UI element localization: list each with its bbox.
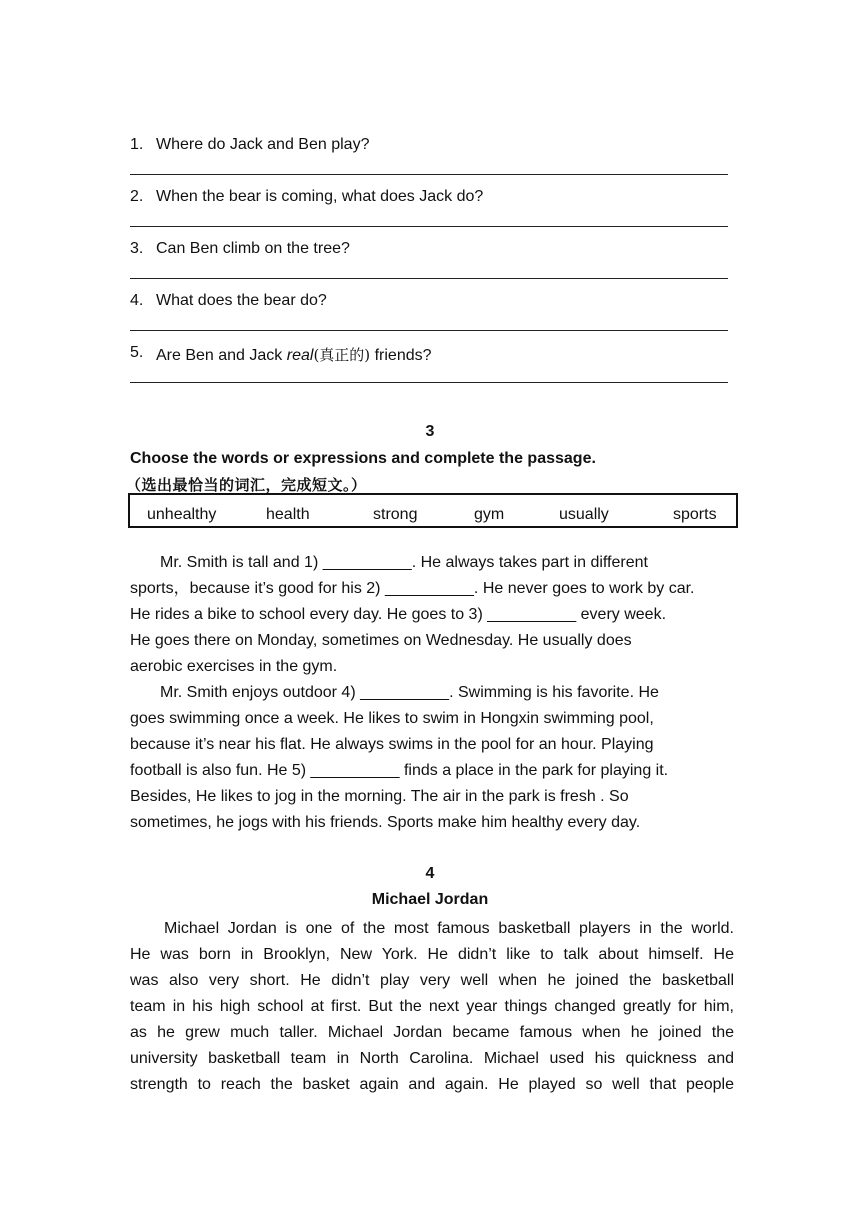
word-bank-item: strong xyxy=(373,506,418,523)
question-4 xyxy=(130,292,728,331)
word-bank-item: usually xyxy=(559,506,609,523)
word-bank-item: sports xyxy=(673,506,717,523)
michael-jordan-passage xyxy=(130,916,734,1098)
passage-paragraph-1 xyxy=(130,550,736,680)
question-number: 2. xyxy=(130,188,144,205)
passage-line: Michael Jordan is one of the most famous basketball players in the world. xyxy=(164,920,734,937)
passage-line: sports，because it’s good for his 2) __________. He never goes to work by car. xyxy=(130,580,695,597)
passage-line: team in his high school at first. But the next year things changed greatly for him, xyxy=(130,998,734,1015)
question-text: What does the bear do? xyxy=(156,292,327,309)
question-number: 5. xyxy=(130,344,144,361)
section-3-number: 3 xyxy=(425,423,435,440)
passage-line: goes swimming once a week. He likes to swim in Hongxin swimming pool, xyxy=(130,710,654,727)
word-bank-item: health xyxy=(266,506,310,523)
section-3-instruction-chinese: （选出最恰当的词汇，完成短文。） xyxy=(126,476,367,494)
passage-line: university basketball team in North Carolina. Michael used his quickness and xyxy=(130,1050,734,1067)
passage-line: He was born in Brooklyn, New York. He didn’t like to talk about himself. He xyxy=(130,946,734,963)
question-number: 4. xyxy=(130,292,144,309)
question-text: When the bear is coming, what does Jack do? xyxy=(156,188,484,205)
passage-line: Mr. Smith enjoys outdoor 4) __________. Swimming is his favorite. He xyxy=(160,684,659,701)
section-4-title: Michael Jordan xyxy=(371,891,489,908)
passage-line: sometimes, he jogs with his friends. Sports make him healthy every day. xyxy=(130,814,641,831)
word-bank-item: gym xyxy=(474,506,505,523)
question-text: Can Ben climb on the tree? xyxy=(156,240,350,257)
passage-line: was also very short. He didn’t play very well when he joined the basketball xyxy=(130,972,734,989)
question-text-after: friends? xyxy=(370,347,432,364)
passage-line: He rides a bike to school every day. He goes to 3) __________ every week. xyxy=(130,606,667,623)
question-2 xyxy=(130,188,728,227)
question-text xyxy=(156,344,432,365)
question-5 xyxy=(130,344,728,383)
passage-line: He goes there on Monday, sometimes on Wednesday. He usually does xyxy=(130,632,632,649)
word-bank-item: unhealthy xyxy=(147,506,217,523)
passage-line: aerobic exercises in the gym. xyxy=(130,658,338,675)
question-text-chinese: (真正的) xyxy=(313,346,371,364)
question-3 xyxy=(130,240,728,279)
passage-line: as he grew much taller. Michael Jordan became famous when he joined the xyxy=(130,1024,734,1041)
question-number: 3. xyxy=(130,240,144,257)
passage-line: strength to reach the basket again and again. He played so well that people xyxy=(130,1076,734,1093)
question-number: 1. xyxy=(130,136,144,153)
question-text: Where do Jack and Ben play? xyxy=(156,136,370,153)
passage-line: Besides, He likes to jog in the morning. The air in the park is fresh . So xyxy=(130,788,629,805)
question-text-before: Are Ben and Jack xyxy=(156,347,287,364)
passage-line: Mr. Smith is tall and 1) __________. He always takes part in different xyxy=(160,554,648,571)
passage-line: football is also fun. He 5) __________ finds a place in the park for playing it. xyxy=(130,762,669,779)
word-bank-box xyxy=(128,493,738,528)
question-text-italic: real xyxy=(286,347,314,364)
passage-paragraph-2 xyxy=(130,680,736,836)
question-1 xyxy=(130,136,728,175)
section-3-instruction: Choose the words or expressions and complete the passage. xyxy=(130,450,596,467)
passage-line: because it’s near his flat. He always swims in the pool for an hour. Playing xyxy=(130,736,654,753)
section-4-number: 4 xyxy=(425,865,435,882)
